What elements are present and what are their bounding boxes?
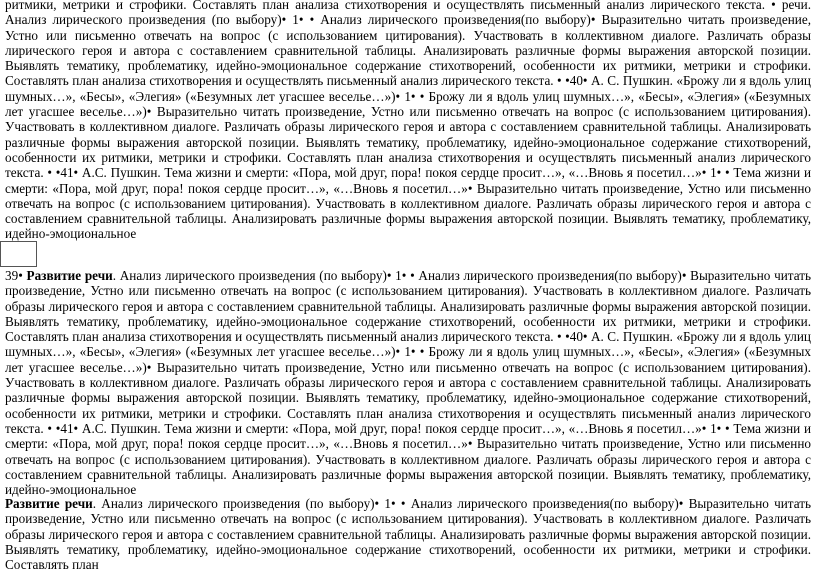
text-block-1: ритмики, метрики и строфики. Составлять план анализа стихотворения и осуществлять письменный анализ лирического текста. • речи. Анализ лирического произведения (по выбору)• 1• • Анализ лирического произведения(по выбору)• Выразительно читать произведение, Устно или письменно отвечать на вопрос (с использованием цитирования). Участвовать в коллективном диалоге. Различать образы лирического героя и автора с составлением сравнительной таблицы. Анализировать различные формы выражения авторской позиции. Выявлять тематику, проблематику, идейно-эмоциональное содержание стихотворений, особенности их ритмики, метрики и строфики. Составлять план анализа стихотворения и осуществлять письменный анализ лирического текста. • •40• А. С. Пушкин. «Брожу ли я вдоль улиц шумных…», «Бесы», «Элегия» («Безумных лет угасшее веселье…»)• 1• • Брожу ли я вдоль улиц шумных…», «Бесы», «Элегия» («Безумных лет угасшее веселье…»)• Выразительно читать произведение, Устно или письменно отвечать на вопрос (с использованием цитирования). Участвовать в коллективном диалоге. Различать образы лирического героя и автора с составлением сравнительной таблицы. Анализировать различные формы выражения авторской позиции. Выявлять тематику, проблематику, идейно-эмоциональное содержание стихотворений, особенности их ритмики, метрики и строфики. Составлять план анализа стихотворения и осуществлять письменный анализ лирического текста. • •41• А.С. Пушкин. Тема жизни и смерти: «Пора, мой друг, пора! покоя сердце просит…», «…Вновь я посетил…»• 1• • Тема жизни и смерти: «Пора, мой друг, пора! покоя сердце просит…», «…Вновь я посетил…»• Выразительно читать произведение, Устно или письменно отвечать на вопрос (с использованием цитирования). Участвовать в коллективном диалоге. Различать образы лирического героя и автора с составлением сравнительной таблицы. Анализировать различные формы выражения авторской позиции. Выявлять тематику, проблематику, идейно-эмоциональное: [5, 0, 811, 242]
section-heading: Развитие речи: [26, 268, 113, 283]
item-number: 39•: [5, 268, 23, 283]
empty-checkbox: [0, 241, 37, 267]
section-body: . Анализ лирического произведения (по выбору)• 1• • Анализ лирического произведения(по выбору)• Выразительно читать произведение, Устно или письменно отвечать на вопрос (с использованием цитирования). Участвовать в коллективном диалоге. Различать образы лирического героя и автора с составлением сравнительной таблицы. Анализировать различные формы выражения авторской позиции. Выявлять тематику, проблематику, идейно-эмоциональное содержание стихотворений, особенности их ритмики, метрики и строфики. Составлять план анализа стихотворения и осуществлять письменный анализ лирического текста. • •40• А. С. Пушкин. «Брожу ли я вдоль улиц шумных…», «Бесы», «Элегия» («Безумных лет угасшее веселье…»)• 1• • Брожу ли я вдоль улиц шумных…», «Бесы», «Элегия» («Безумных лет угасшее веселье…»)• Выразительно читать произведение, Устно или письменно отвечать на вопрос (с использованием цитирования). Участвовать в коллективном диалоге. Различать образы лирического героя и автора с составлением сравнительной таблицы. Анализировать различные формы выражения авторской позиции. Выявлять тематику, проблематику, идейно-эмоциональное содержание стихотворений, особенности их ритмики, метрики и строфики. Составлять план анализа стихотворения и осуществлять письменный анализ лирического текста. • •41• А.С. Пушкин. Тема жизни и смерти: «Пора, мой друг, пора! покоя сердце просит…», «…Вновь я посетил…»• 1• • Тема жизни и смерти: «Пора, мой друг, пора! покоя сердце просит…», «…Вновь я посетил…»• Выразительно читать произведение, Устно или письменно отвечать на вопрос (с использованием цитирования). Участвовать в коллективном диалоге. Различать образы лирического героя и автора с составлением сравнительной таблицы. Анализировать различные формы выражения авторской позиции. Выявлять тематику, проблематику, идейно-эмоциональное: [5, 268, 811, 498]
section-heading-2: Развитие речи: [5, 496, 93, 511]
section-body-2: . Анализ лирического произведения (по выбору)• 1• • Анализ лирического произведения(по выбору)• Выразительно читать произведение, Устно или письменно отвечать на вопрос (с использованием цитирования). Участвовать в коллективном диалоге. Различать образы лирического героя и автора с составлением сравнительной таблицы. Анализировать различные формы выражения авторской позиции. Выявлять тематику, проблематику, идейно-эмоциональное содержание стихотворений, особенности их ритмики, метрики и строфики. Составлять план: [5, 496, 811, 572]
text-block-3: [5, 496, 811, 572]
text-block-2: [5, 268, 811, 497]
